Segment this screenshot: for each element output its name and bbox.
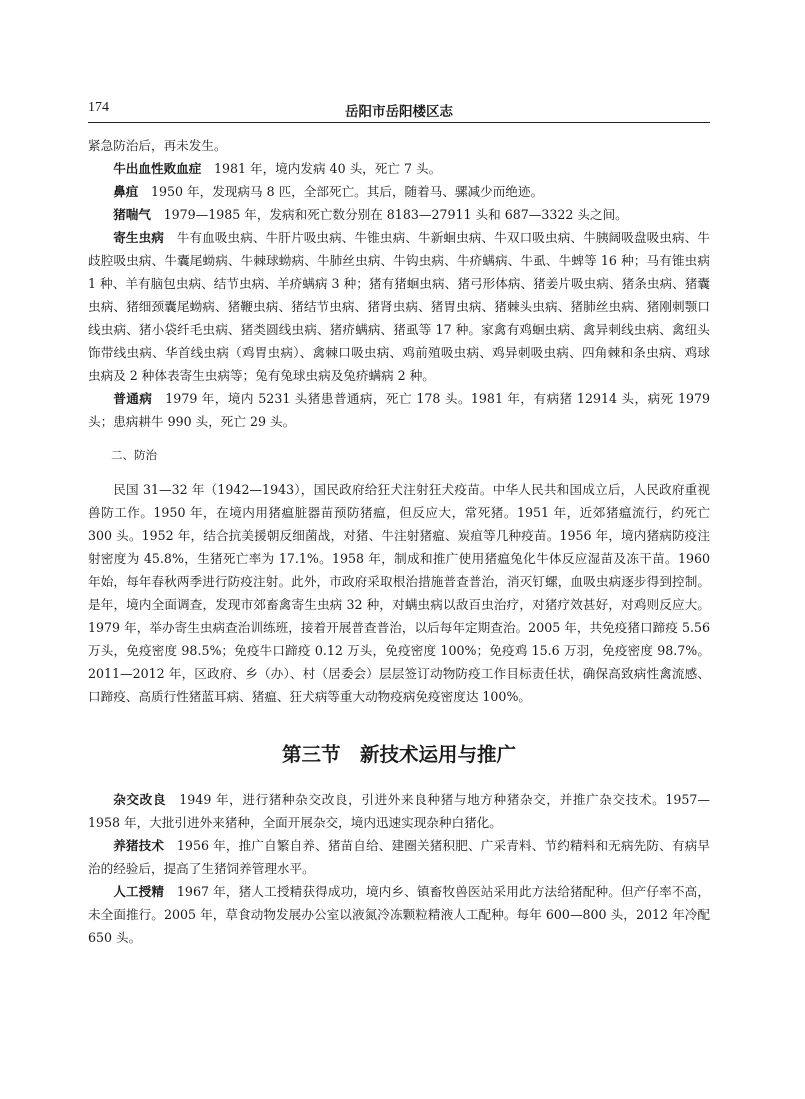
technique-entry [88, 880, 710, 949]
intro-paragraph: 紧急防治后，再未发生。 [88, 138, 227, 153]
page-number: 174 [88, 100, 109, 115]
technique-text: 1967 年，猪人工授精获得成功，境内乡、镇畜牧兽医站采用此方法给猪配种。但产仔率不高，未全面推行。2005 年，草食动物发展办公室以液氮冷冻颗粒精液人工配种。每年 600—800 头，2012 年冷配 650 头。 [88, 884, 710, 945]
disease-text: 1979 年，境内 5231 头猪患普通病，死亡 178 头。1981 年，有病猪 12914 头，病死 1979 头；患病耕牛 990 头，死亡 29 头。 [88, 391, 710, 429]
technique-term: 人工授精 [113, 884, 165, 899]
disease-term: 鼻疽 [113, 184, 139, 199]
page-header [88, 100, 710, 123]
disease-entry [88, 203, 710, 226]
disease-term: 寄生虫病 [113, 230, 164, 245]
disease-term: 普通病 [113, 391, 153, 406]
section-title: 第三节 新技术运用与推广 [281, 743, 516, 766]
disease-text: 1950 年，发现病马 8 匹，全部死亡。其后，随着马、骡减少而绝迹。 [138, 184, 544, 199]
disease-text: 1981 年，境内发病 40 头，死亡 7 头。 [201, 161, 442, 176]
technique-term: 杂交改良 [113, 792, 167, 807]
technique-entry [88, 788, 710, 834]
disease-term: 牛出血性败血症 [113, 161, 202, 176]
technique-term: 养猪技术 [113, 838, 165, 853]
technique-entry [88, 834, 710, 880]
disease-entry [88, 226, 710, 387]
prevention-paragraph: 民国 31—32 年（1942—1943），国民政府给狂犬注射狂犬疫苗。中华人民共和国成立后，人民政府重视兽防工作。1950 年，在境内用猪瘟脏器苗预防猪瘟，但反应大，常死猪。1951 年，近郊猪瘟流行，约死亡 300 头。1952 年，结合抗美援朝反细菌战，对猪、牛注射猪瘟、炭疽等几种疫苗。1956 年，境内猪病防疫注射密度为 45.8%，生猪死亡率为 17.1%。1958 年，制成和推广使用猪瘟兔化牛体反应湿苗及冻干苗。1960 年始，每年春秋两季进行防疫注射。此外，市政府采取根治措施普查普治，消灭钉螺，血吸虫病逐步得到控制。是年，境内全面调查，发现市郊畜禽寄生虫病 32 种，对螨虫病以敌百虫治疗，对猪疗效甚好，对鸡则反应大。1979 年，举办寄生虫病查治训练班，接着开展普查普治，以后每年定期查治。2005 年，共免疫猪口蹄疫 5.56 万头，免疫密度 98.5%；免疫牛口蹄疫 0.12 万头，免疫密度 100%；免疫鸡 15.6 万羽，免疫密度 98.7%。2011—2012 年，区政府、乡（办）、村（居委会）层层签订动物防疫工作目标责任状，确保高致病性禽流感、口蹄疫、高质行性猪蓝耳病、猪瘟、狂犬病等重大动物疫病免疫密度达 100%。 [88, 482, 710, 704]
subheading: 二、防治 [111, 448, 157, 462]
technique-text: 1949 年，进行猪种杂交改良，引进外来良种猪与地方种猪杂交，并推广杂交技术。1957—1958 年，大批引进外来猪种，全面开展杂交，境内迅速实现杂种白猪化。 [88, 792, 710, 830]
disease-term: 猪喘气 [113, 207, 151, 222]
disease-entry [88, 157, 710, 180]
disease-entry [88, 387, 710, 433]
technique-text: 1956 年，推广自繁自养、猪苗自给、建圈关猪积肥、广采青料、节约精料和无病先防、有病早治的经验后，提高了生猪饲养管理水平。 [88, 838, 710, 876]
disease-text: 1979—1985 年，发病和死亡数分别在 8183—27911 头和 687—3322 头之间。 [150, 207, 628, 222]
page-body [88, 134, 710, 949]
disease-entry [88, 180, 710, 203]
disease-text: 牛有血吸虫病、牛肝片吸虫病、牛锥虫病、牛新蛔虫病、牛双口吸虫病、牛胰阔吸盘吸虫病、牛歧腔吸虫病、牛囊尾蚴病、牛棘球蚴病、牛肺丝虫病、牛钩虫病、牛疥螨病、牛虱、牛蜱等 16 种；马有锥虫病 1 种、羊有脑包虫病、结节虫病、羊疥螨病 3 种；猪有猪蛔虫病、猪弓形体病、猪姜片吸虫病、猪条虫病、猪囊虫病、猪细颈囊尾蚴病、猪鞭虫病、猪结节虫病、猪肾虫病、猪胃虫病、猪棘头虫病、猪肺丝虫病、猪刚刺颚口线虫病、猪小袋纤毛虫病、猪类圆线虫病、猪疥螨病、猪虱等 17 种。家禽有鸡蛔虫病、禽异刺线虫病、禽纽头饰带线虫病、华首线虫病（鸡胃虫病）、禽棘口吸虫病、鸡前殖吸虫病、鸡异刺吸虫病、四角棘和条虫病、鸡球虫病及 2 种体表寄生虫病等；兔有兔球虫病及兔疥螨病 2 种。 [88, 230, 711, 383]
running-title: 岳阳市岳阳楼区志 [345, 104, 453, 120]
